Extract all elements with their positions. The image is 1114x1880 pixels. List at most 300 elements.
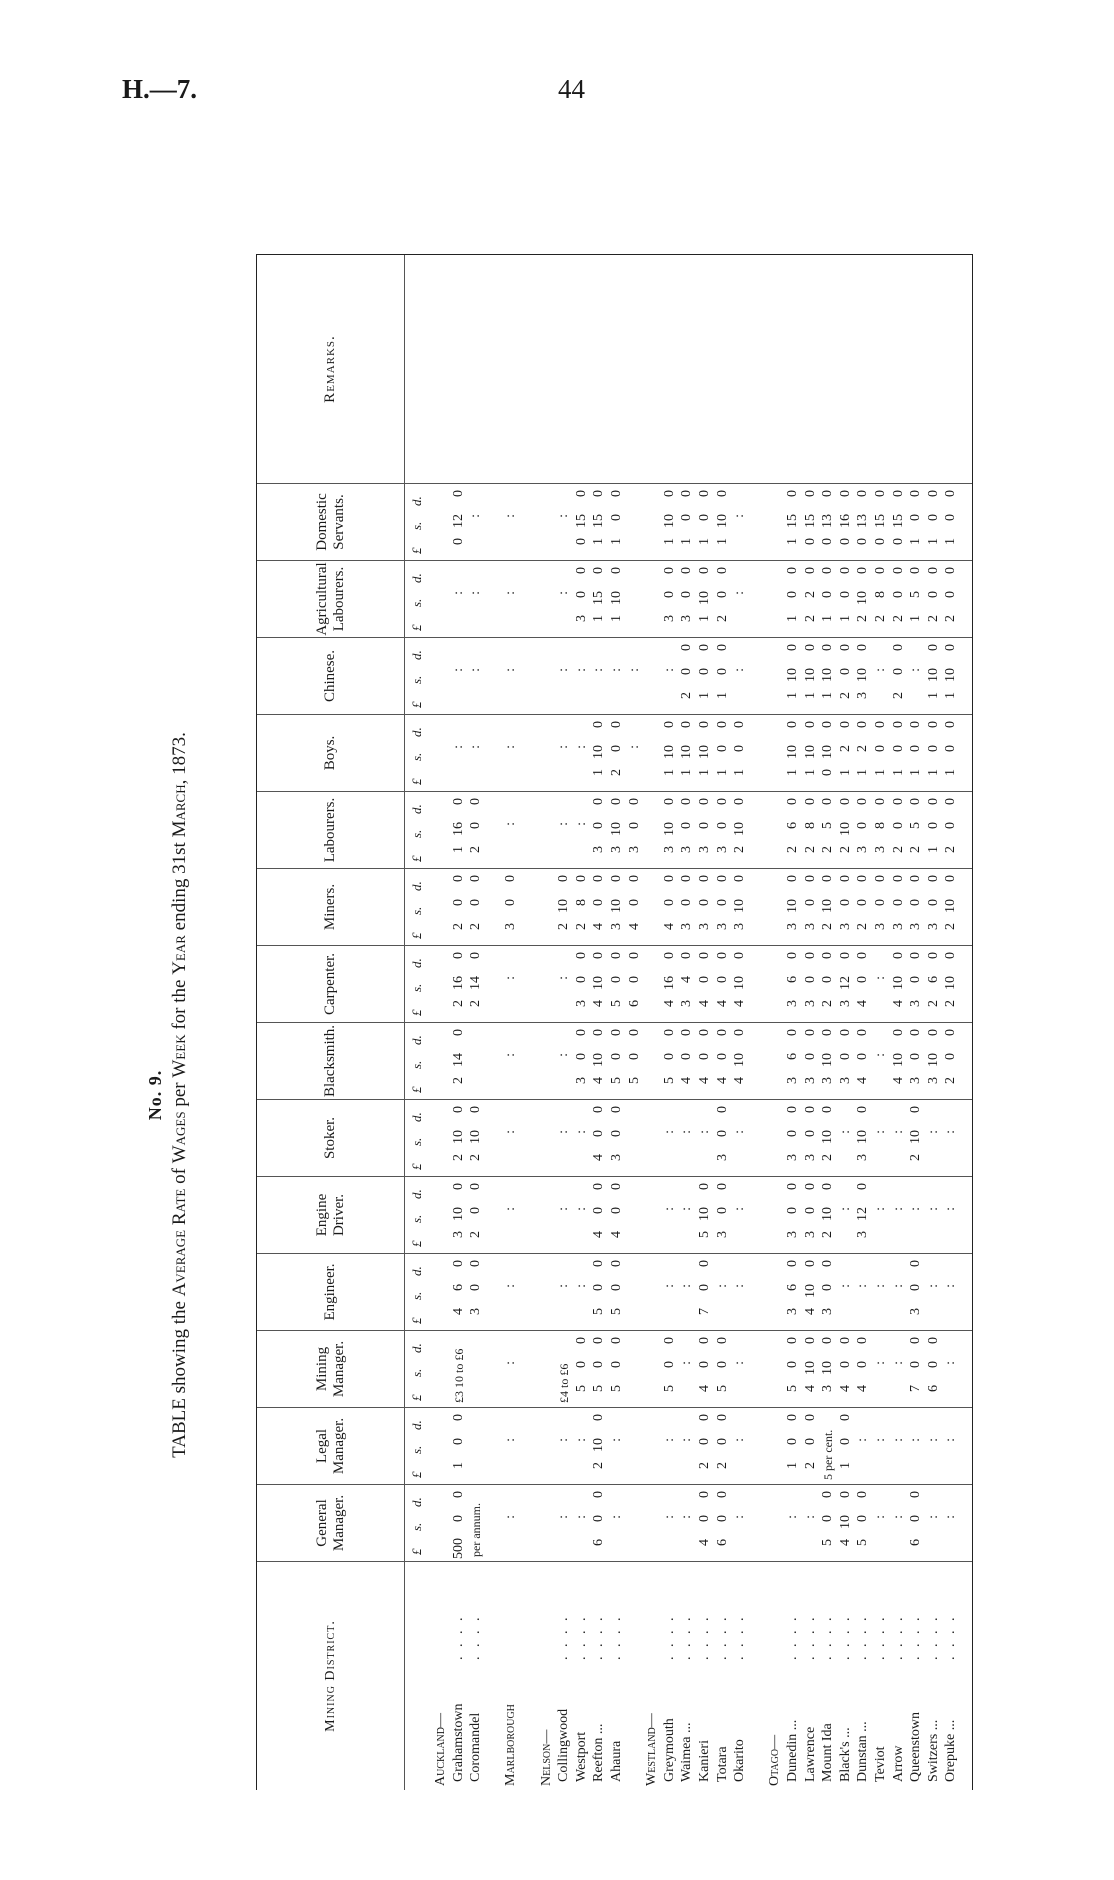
pounds: 4 [890, 1000, 906, 1007]
unit-label: s. [409, 598, 424, 607]
pence: 0 [820, 1491, 836, 1498]
wage-cell [855, 792, 871, 868]
pounds: 2 [820, 1154, 836, 1161]
column-header: Blacksmith. [257, 1023, 405, 1099]
wage-cell [503, 638, 519, 714]
shillings: : [679, 1361, 695, 1365]
wage-cell [662, 484, 678, 560]
district-label [468, 1572, 484, 1782]
currency-units [409, 715, 427, 791]
wage-cell [838, 869, 854, 945]
wage-cell [715, 638, 731, 714]
pence: 0 [591, 1183, 607, 1190]
wage-cell [609, 484, 625, 560]
district-header: Mining District. [257, 1562, 405, 1790]
shillings: : [503, 1515, 519, 1519]
shillings: 0 [820, 1515, 836, 1522]
wage-cell [574, 869, 590, 945]
wage-cell [591, 946, 607, 1022]
wage-cell [662, 1331, 678, 1407]
shillings: : [943, 1130, 959, 1134]
pence: 0 [556, 875, 572, 882]
pence: 0 [573, 567, 589, 574]
pounds: 2 [820, 1231, 836, 1238]
column-header: Chinese. [257, 638, 405, 714]
district-name: Coromandel [468, 1712, 484, 1782]
shillings: 0 [679, 822, 695, 829]
pounds: 1 [697, 538, 712, 545]
wage-cell [609, 1254, 625, 1330]
pence: 0 [626, 798, 642, 805]
pounds: 4 [697, 1539, 712, 1546]
leader-dots: . . . . [573, 1614, 589, 1660]
pence: 0 [591, 567, 607, 574]
remarks-header: Remarks. [257, 255, 405, 483]
pence: 0 [890, 490, 906, 497]
pence: 0 [609, 875, 624, 882]
pence: 0 [785, 875, 800, 882]
shillings: 0 [591, 1515, 607, 1522]
pounds: 2 [908, 1154, 924, 1161]
pence: 0 [820, 798, 836, 805]
pounds: 1 [609, 615, 624, 622]
shillings: : [855, 1438, 871, 1442]
pence: 0 [837, 1414, 853, 1421]
pounds: 5 [591, 1385, 607, 1392]
pence: 0 [802, 875, 818, 882]
pounds: 3 [785, 923, 800, 930]
pounds: 4 [890, 1077, 906, 1084]
wage-cell [662, 715, 678, 791]
wage-cell [679, 715, 695, 791]
shillings: 10 [820, 668, 836, 682]
pence: 0 [591, 875, 607, 882]
unit-label: s. [409, 983, 424, 992]
table-number: No. 9. [145, 1069, 165, 1121]
pounds: 2 [943, 1077, 959, 1084]
wage-cell [803, 1485, 819, 1561]
wage-cell [873, 1485, 889, 1561]
shillings: : [679, 1515, 695, 1519]
pence: 0 [714, 1414, 730, 1421]
shillings: 4 [679, 976, 695, 983]
shillings: 0 [873, 745, 888, 752]
shillings: : [573, 1515, 589, 1519]
wage-cell [609, 869, 625, 945]
pounds: 5 [661, 1077, 677, 1084]
shillings: 0 [626, 1053, 642, 1060]
column-header: Stoker. [257, 1100, 405, 1176]
wage-cell [503, 869, 519, 945]
district-name: Grahamstown [450, 1703, 466, 1782]
pence: 0 [873, 875, 888, 882]
shillings: 0 [468, 1284, 484, 1291]
wage-cell [820, 1408, 836, 1484]
wage-cell [908, 484, 924, 560]
leader-dots: . . . . [908, 1614, 924, 1660]
pence: 0 [820, 644, 836, 651]
currency-units [409, 1100, 427, 1176]
shillings: 15 [785, 514, 800, 528]
pounds: 1 [925, 846, 941, 853]
pounds: 1 [890, 769, 906, 776]
wage-cell [838, 1023, 854, 1099]
pounds: 1 [732, 769, 748, 776]
pounds: 1 [925, 538, 941, 545]
district-name: Mount Ida [820, 1723, 836, 1782]
shillings: : [873, 1515, 888, 1519]
pounds: 1 [785, 615, 800, 622]
pence: 0 [679, 1029, 695, 1036]
wage-note: £3 10 to £6 [451, 1348, 466, 1403]
pence: 0 [908, 952, 924, 959]
wage-cell [926, 1408, 942, 1484]
shillings: 16 [450, 976, 466, 990]
pence: 0 [450, 490, 466, 497]
shillings: : [785, 1515, 800, 1519]
wage-cell [697, 484, 713, 560]
wage-cell [803, 484, 819, 560]
unit-label: s. [409, 1214, 424, 1223]
column-header: Legal Manager. [257, 1408, 405, 1484]
shillings: 0 [908, 514, 924, 521]
pounds: 1 [679, 769, 695, 776]
wage-column [257, 792, 972, 869]
pounds: 1 [925, 769, 941, 776]
wage-cell [732, 1100, 748, 1176]
pence: 0 [679, 798, 695, 805]
district-name: Auckland— [433, 1713, 448, 1786]
wage-cell [662, 1100, 678, 1176]
shillings: 0 [697, 1515, 712, 1522]
shillings: 0 [837, 1361, 853, 1368]
pence: 0 [802, 952, 818, 959]
pence: 0 [679, 952, 695, 959]
pounds: 3 [785, 1000, 800, 1007]
shillings: 0 [837, 668, 853, 675]
shillings: : [873, 1053, 888, 1057]
shillings: 6 [925, 976, 941, 983]
wage-cell [732, 1177, 748, 1253]
wage-cell [662, 1177, 678, 1253]
pence: 0 [908, 875, 924, 882]
wage-cell [715, 715, 731, 791]
shillings: 10 [679, 745, 695, 759]
pounds: 3 [820, 1308, 836, 1315]
pounds: 3 [785, 1308, 800, 1315]
wage-cell [679, 792, 695, 868]
shillings: 16 [837, 514, 853, 528]
wage-cell [732, 946, 748, 1022]
pounds: 4 [591, 923, 607, 930]
shillings: : [732, 1130, 748, 1134]
shillings: 0 [785, 1438, 800, 1445]
pounds: 1 [697, 692, 712, 699]
wage-cell [908, 1177, 924, 1253]
pence: 0 [785, 1183, 800, 1190]
pence: 0 [785, 1337, 800, 1344]
unit-label: £ [409, 1317, 424, 1324]
wage-cell [803, 1100, 819, 1176]
wage-cell [785, 946, 801, 1022]
wage-cell [468, 1177, 484, 1253]
shillings: : [679, 1284, 695, 1288]
pounds: 1 [714, 538, 730, 545]
pounds: 5 [609, 1077, 624, 1084]
shillings: 10 [855, 1130, 871, 1144]
shillings: 10 [661, 514, 677, 528]
wage-column [257, 1254, 972, 1331]
pence: 0 [714, 952, 730, 959]
pounds: 6 [925, 1385, 941, 1392]
shillings: 0 [573, 1053, 589, 1060]
district-name: Marlborough [503, 1704, 519, 1786]
shillings: 0 [925, 591, 941, 598]
currency-units [409, 792, 427, 868]
wage-cell [679, 1485, 695, 1561]
wage-cell [838, 561, 854, 637]
pounds: 0 [855, 538, 871, 545]
pence: 0 [714, 798, 730, 805]
shillings: 0 [697, 668, 712, 675]
wage-cell [503, 715, 519, 791]
pounds: 3 [714, 846, 730, 853]
column-header: Boys. [257, 715, 405, 791]
pence: 0 [661, 952, 677, 959]
wage-cell [838, 638, 854, 714]
wage-cell [715, 1254, 731, 1330]
unit-label: £ [409, 932, 424, 939]
wage-cell [926, 638, 942, 714]
pence: 0 [890, 1029, 906, 1036]
pence: 0 [908, 1260, 924, 1267]
pounds: 4 [697, 1077, 712, 1084]
pence: 0 [591, 1414, 607, 1421]
pounds: 1 [925, 692, 941, 699]
wage-cell [820, 792, 836, 868]
wage-cell [556, 1254, 572, 1330]
pence: 0 [732, 875, 748, 882]
shillings: 0 [591, 1207, 607, 1214]
unit-label: £ [409, 1163, 424, 1170]
wage-cell [855, 1100, 871, 1176]
shillings: 16 [661, 976, 677, 990]
pounds: 3 [837, 923, 853, 930]
wage-cell [820, 946, 836, 1022]
pounds: 3 [855, 1231, 871, 1238]
wage-cell [926, 1485, 942, 1561]
shillings: : [925, 1438, 941, 1442]
pounds: 3 [802, 1000, 818, 1007]
wage-cell [609, 715, 625, 791]
pence: 0 [943, 952, 959, 959]
pence: 0 [802, 1414, 818, 1421]
wage-cell [468, 1100, 484, 1176]
pence: 0 [714, 567, 730, 574]
pounds: 1 [837, 615, 853, 622]
shillings: 10 [609, 591, 624, 605]
shillings: : [925, 1207, 941, 1211]
wage-cell [679, 946, 695, 1022]
unit-label: £ [409, 1240, 424, 1247]
shillings: 10 [732, 976, 748, 990]
region-label [503, 1576, 519, 1786]
unit-label: s. [409, 906, 424, 915]
shillings: : [890, 1361, 906, 1365]
shillings: : [503, 1130, 519, 1134]
wage-cell [732, 1485, 748, 1561]
wage-cell [873, 1177, 889, 1253]
wage-cell [451, 946, 467, 1022]
pence: 0 [943, 721, 959, 728]
shillings: 0 [609, 514, 624, 521]
leader-dots: . . . . [873, 1614, 888, 1660]
shillings: : [609, 1515, 624, 1519]
wage-cell [679, 1177, 695, 1253]
unit-label: £ [409, 1548, 424, 1555]
pounds: 1 [785, 1462, 800, 1469]
wage-cell [908, 1100, 924, 1176]
pounds: 4 [802, 1308, 818, 1315]
wage-cell [785, 484, 801, 560]
district-label [785, 1572, 801, 1782]
shillings: : [661, 1284, 677, 1288]
shillings: : [450, 668, 466, 672]
shillings: 0 [714, 976, 730, 983]
wage-cell [891, 946, 907, 1022]
district-name: Ahaura [609, 1740, 624, 1782]
currency-units [409, 638, 427, 714]
pounds: 3 [609, 1154, 624, 1161]
pounds: 0 [820, 538, 836, 545]
shillings: 0 [908, 899, 924, 906]
pence: 0 [837, 1337, 853, 1344]
pence: 0 [820, 952, 836, 959]
leader-dots: . . . . [802, 1614, 818, 1660]
pounds: 1 [679, 538, 695, 545]
shillings: : [573, 822, 589, 826]
pounds: 1 [908, 538, 924, 545]
pounds: 2 [697, 1462, 712, 1469]
pence: 0 [714, 644, 730, 651]
pounds: 1 [785, 769, 800, 776]
pence: 0 [697, 1183, 712, 1190]
district-label [891, 1572, 907, 1782]
shillings: 0 [802, 1130, 818, 1137]
wage-cell [926, 1254, 942, 1330]
pence: 0 [468, 798, 484, 805]
pounds: 3 [855, 692, 871, 699]
wage-cell [715, 1100, 731, 1176]
unit-label: £ [409, 624, 424, 631]
shillings: : [732, 1361, 748, 1365]
wage-cell [451, 1408, 467, 1484]
wage-cell [873, 561, 889, 637]
pounds: 4 [591, 1077, 607, 1084]
wage-cell [803, 1254, 819, 1330]
wage-cell [873, 484, 889, 560]
pounds: 2 [820, 846, 836, 853]
pounds: 3 [855, 1154, 871, 1161]
pence: 0 [697, 1260, 712, 1267]
pounds: 2 [943, 923, 959, 930]
shillings: 0 [925, 822, 941, 829]
wage-cell [556, 869, 572, 945]
wage-column [257, 1485, 972, 1562]
shillings: 10 [943, 668, 959, 682]
wage-cell [503, 792, 519, 868]
leader-dots: . . . . [591, 1614, 607, 1660]
pence: 0 [785, 721, 800, 728]
wage-cell [591, 1485, 607, 1561]
shillings: 0 [468, 1207, 484, 1214]
unit-label: s. [409, 1137, 424, 1146]
shillings: : [573, 668, 589, 672]
pounds: 6 [908, 1539, 924, 1546]
shillings: : [556, 1438, 572, 1442]
wage-cell [556, 1023, 572, 1099]
shillings: : [503, 514, 519, 518]
pounds: 4 [626, 923, 642, 930]
leader-dots: . . . . [820, 1614, 836, 1660]
wage-cell [891, 1485, 907, 1561]
wage-cell [820, 484, 836, 560]
shillings: : [573, 745, 589, 749]
pence: 0 [785, 1029, 800, 1036]
shillings: : [873, 976, 888, 980]
shillings: 10 [661, 822, 677, 836]
pence: 0 [591, 721, 607, 728]
pence: 0 [837, 952, 853, 959]
pence: 0 [714, 721, 730, 728]
pounds: 5 [855, 1539, 871, 1546]
wage-cell [855, 1408, 871, 1484]
pence: 0 [609, 952, 624, 959]
wage-cell [838, 1177, 854, 1253]
shillings: 15 [873, 514, 888, 528]
wage-cell [891, 638, 907, 714]
leader-dots: . . . . [785, 1614, 800, 1660]
pence: 0 [697, 1491, 712, 1498]
shillings: 10 [697, 591, 712, 605]
wage-cell [591, 1100, 607, 1176]
wage-cell [943, 1177, 959, 1253]
pence: 0 [679, 721, 695, 728]
pounds: 2 [925, 1000, 941, 1007]
wage-cell [803, 638, 819, 714]
shillings: 0 [679, 899, 695, 906]
pence: 0 [855, 644, 871, 651]
pounds: 1 [943, 692, 959, 699]
shillings: 10 [591, 1438, 607, 1452]
pence: 0 [468, 952, 484, 959]
wage-cell [943, 715, 959, 791]
wage-cell [873, 792, 889, 868]
pence: 0 [714, 1106, 730, 1113]
pounds: 5 [820, 1539, 836, 1546]
wage-cell [785, 715, 801, 791]
wage-cell [926, 1023, 942, 1099]
pence: 0 [855, 567, 871, 574]
shillings: 0 [468, 822, 484, 829]
shillings: 10 [661, 745, 677, 759]
wage-cell [609, 1485, 625, 1561]
shillings: : [908, 1207, 924, 1211]
shillings: : [732, 1515, 748, 1519]
wage-cell [838, 792, 854, 868]
wage-cell [926, 1100, 942, 1176]
shillings: : [943, 1515, 959, 1519]
